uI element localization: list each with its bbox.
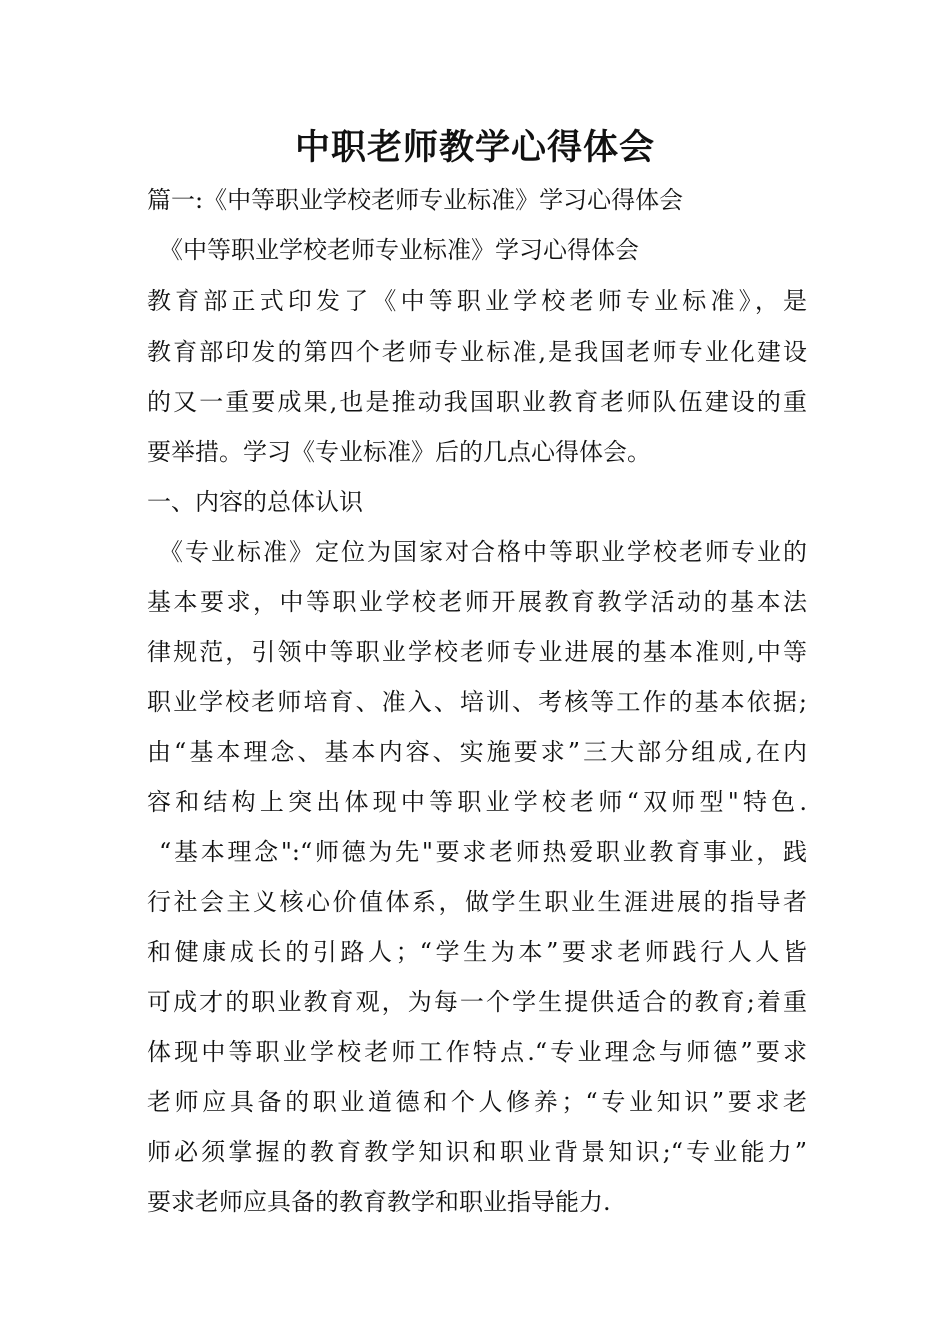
- body-line: 律规范，引领中等职业学校老师专业进展的基本准则,中等: [147, 638, 807, 666]
- body-line: 要举措。学习《专业标准》后的几点心得体会。: [147, 438, 651, 466]
- body-line: 老师应具备的职业道德和个人修养；“专业知识”要求老: [147, 1088, 807, 1116]
- body-line: 的又一重要成果,也是推动我国职业教育老师队伍建设的重: [147, 388, 807, 416]
- body-line: “基本理念":“师德为先"要求老师热爱职业教育事业，践: [159, 838, 807, 866]
- body-line: 和健康成长的引路人；“学生为本”要求老师践行人人皆: [147, 938, 807, 966]
- document-title: 中职老师教学心得体会: [294, 127, 655, 168]
- body-line: 基本要求，中等职业学校老师开展教育教学活动的基本法: [147, 588, 807, 616]
- body-line: 体现中等职业学校老师工作特点.“专业理念与师德”要求: [147, 1038, 807, 1066]
- body-line: 可成才的职业教育观，为每一个学生提供适合的教育;着重: [147, 988, 807, 1016]
- body-line: 职业学校老师培育、准入、培训、考核等工作的基本依据;: [147, 688, 807, 716]
- body-line: 教育部正式印发了《中等职业学校老师专业标准》，是: [147, 287, 807, 315]
- section-heading: 一、内容的总体认识: [147, 488, 363, 516]
- body-line: 行社会主义核心价值体系，做学生职业生涯进展的指导者: [147, 888, 807, 916]
- body-line: 教育部印发的第四个老师专业标准,是我国老师专业化建设: [147, 338, 807, 366]
- body-line: 容和结构上突出体现中等职业学校老师“双师型"特色.: [147, 788, 807, 816]
- part-heading: 篇一:《中等职业学校老师专业标准》学习心得体会: [147, 186, 684, 214]
- body-line: 师必须掌握的教育教学知识和职业背景知识;“专业能力”: [147, 1138, 807, 1166]
- body-line: 要求老师应具备的教育教学和职业指导能力.: [147, 1188, 611, 1216]
- body-line: 由“基本理念、基本内容、实施要求”三大部分组成,在内: [147, 738, 807, 766]
- sub-heading: 《中等职业学校老师专业标准》学习心得体会: [159, 236, 639, 264]
- body-line: 《专业标准》定位为国家对合格中等职业学校老师专业的: [159, 538, 807, 566]
